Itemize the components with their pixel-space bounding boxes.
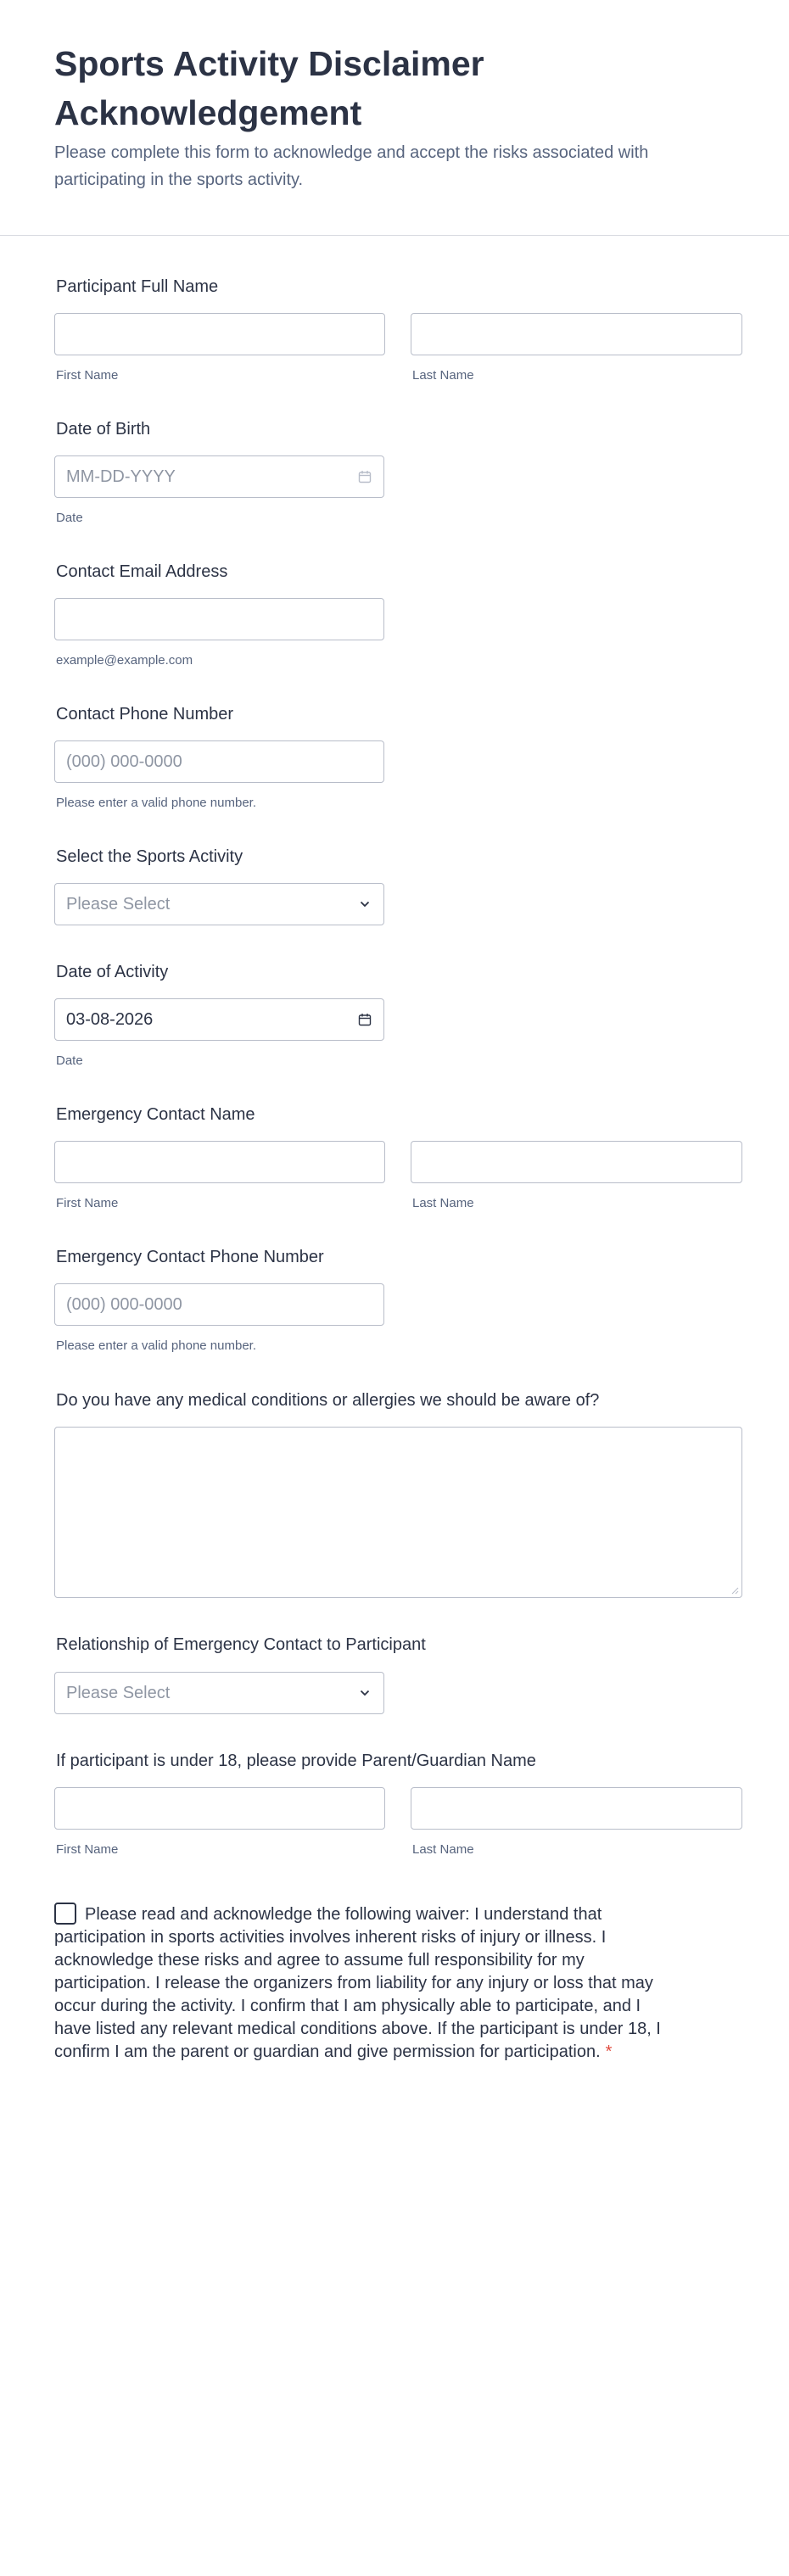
- activity-date-value: 03-08-2026: [66, 1010, 154, 1029]
- activity-placeholder: Please Select: [66, 895, 171, 914]
- emergency-first-name-sublabel: First Name: [56, 1196, 119, 1210]
- dob-sublabel: Date: [56, 511, 83, 525]
- dob-input[interactable]: [54, 455, 384, 498]
- emergency-phone-sublabel: Please enter a valid phone number.: [56, 1338, 256, 1353]
- emergency-phone-placeholder: (000) 000-0000: [66, 1295, 182, 1314]
- activity-label: Select the Sports Activity: [56, 847, 243, 866]
- dob-label: Date of Birth: [56, 420, 151, 439]
- participant-last-name-sublabel: Last Name: [412, 368, 474, 383]
- phone-sublabel: Please enter a valid phone number.: [56, 796, 256, 810]
- emergency-name-label: Emergency Contact Name: [56, 1105, 255, 1124]
- form-title: Sports Activity Disclaimer Acknowledgement: [54, 44, 484, 132]
- guardian-first-name-input[interactable]: [54, 1787, 385, 1830]
- activity-select[interactable]: [54, 883, 384, 925]
- dob-placeholder: MM-DD-YYYY: [66, 467, 176, 486]
- activity-date-label: Date of Activity: [56, 963, 169, 981]
- guardian-label: If participant is under 18, please provide Parent/Guardian Name: [56, 1752, 536, 1770]
- emergency-phone-label: Emergency Contact Phone Number: [56, 1248, 324, 1266]
- form-subtitle: Please complete this form to acknowledge and accept the risks associated with participating in the sports activity.: [54, 143, 649, 189]
- guardian-first-name-sublabel: First Name: [56, 1842, 119, 1857]
- form-header: [0, 0, 789, 236]
- emergency-last-name-input[interactable]: [411, 1141, 742, 1183]
- email-input[interactable]: [54, 598, 384, 640]
- participant-first-name-sublabel: First Name: [56, 368, 119, 383]
- medical-textarea[interactable]: [54, 1427, 742, 1598]
- email-sublabel: example@example.com: [56, 653, 193, 668]
- calendar-icon[interactable]: [358, 1013, 372, 1026]
- participant-first-name-input[interactable]: [54, 313, 385, 355]
- medical-label: Do you have any medical conditions or allergies we should be aware of?: [56, 1391, 600, 1410]
- relationship-select[interactable]: [54, 1672, 384, 1714]
- activity-date-sublabel: Date: [56, 1053, 83, 1068]
- required-mark: *: [605, 2042, 613, 2061]
- guardian-last-name-input[interactable]: [411, 1787, 742, 1830]
- emergency-first-name-input[interactable]: [54, 1141, 385, 1183]
- emergency-phone-input[interactable]: [54, 1283, 384, 1326]
- waiver-consent: [54, 1903, 665, 2064]
- participant-name-label: Participant Full Name: [56, 277, 219, 296]
- relationship-label: Relationship of Emergency Contact to Participant: [56, 1635, 426, 1654]
- activity-date-input[interactable]: [54, 998, 384, 1041]
- waiver-text[interactable]: Please read and acknowledge the following waiver: I understand that participation in sports activities involves inherent risks of injury or illness. I acknowledge these risks and agree to assume full responsibility for my participation. I release the organizers from liability for any injury or loss that may occur during the activity. I confirm that I am physically able to participate, and I have listed any relevant medical conditions above. If the participant is under 18, I confirm I am the parent or guardian and give permission for participation.: [54, 1905, 661, 2061]
- waiver-checkbox[interactable]: [54, 1903, 76, 1925]
- participant-last-name-input[interactable]: [411, 313, 742, 355]
- guardian-last-name-sublabel: Last Name: [412, 1842, 474, 1857]
- emergency-last-name-sublabel: Last Name: [412, 1196, 474, 1210]
- resize-handle-icon[interactable]: [730, 1586, 739, 1595]
- phone-input[interactable]: [54, 740, 384, 783]
- phone-label: Contact Phone Number: [56, 705, 234, 724]
- chevron-down-icon: [360, 900, 370, 908]
- calendar-icon[interactable]: [358, 470, 372, 483]
- email-label: Contact Email Address: [56, 562, 228, 581]
- relationship-placeholder: Please Select: [66, 1684, 171, 1702]
- phone-placeholder: (000) 000-0000: [66, 752, 182, 771]
- chevron-down-icon: [360, 1689, 370, 1697]
